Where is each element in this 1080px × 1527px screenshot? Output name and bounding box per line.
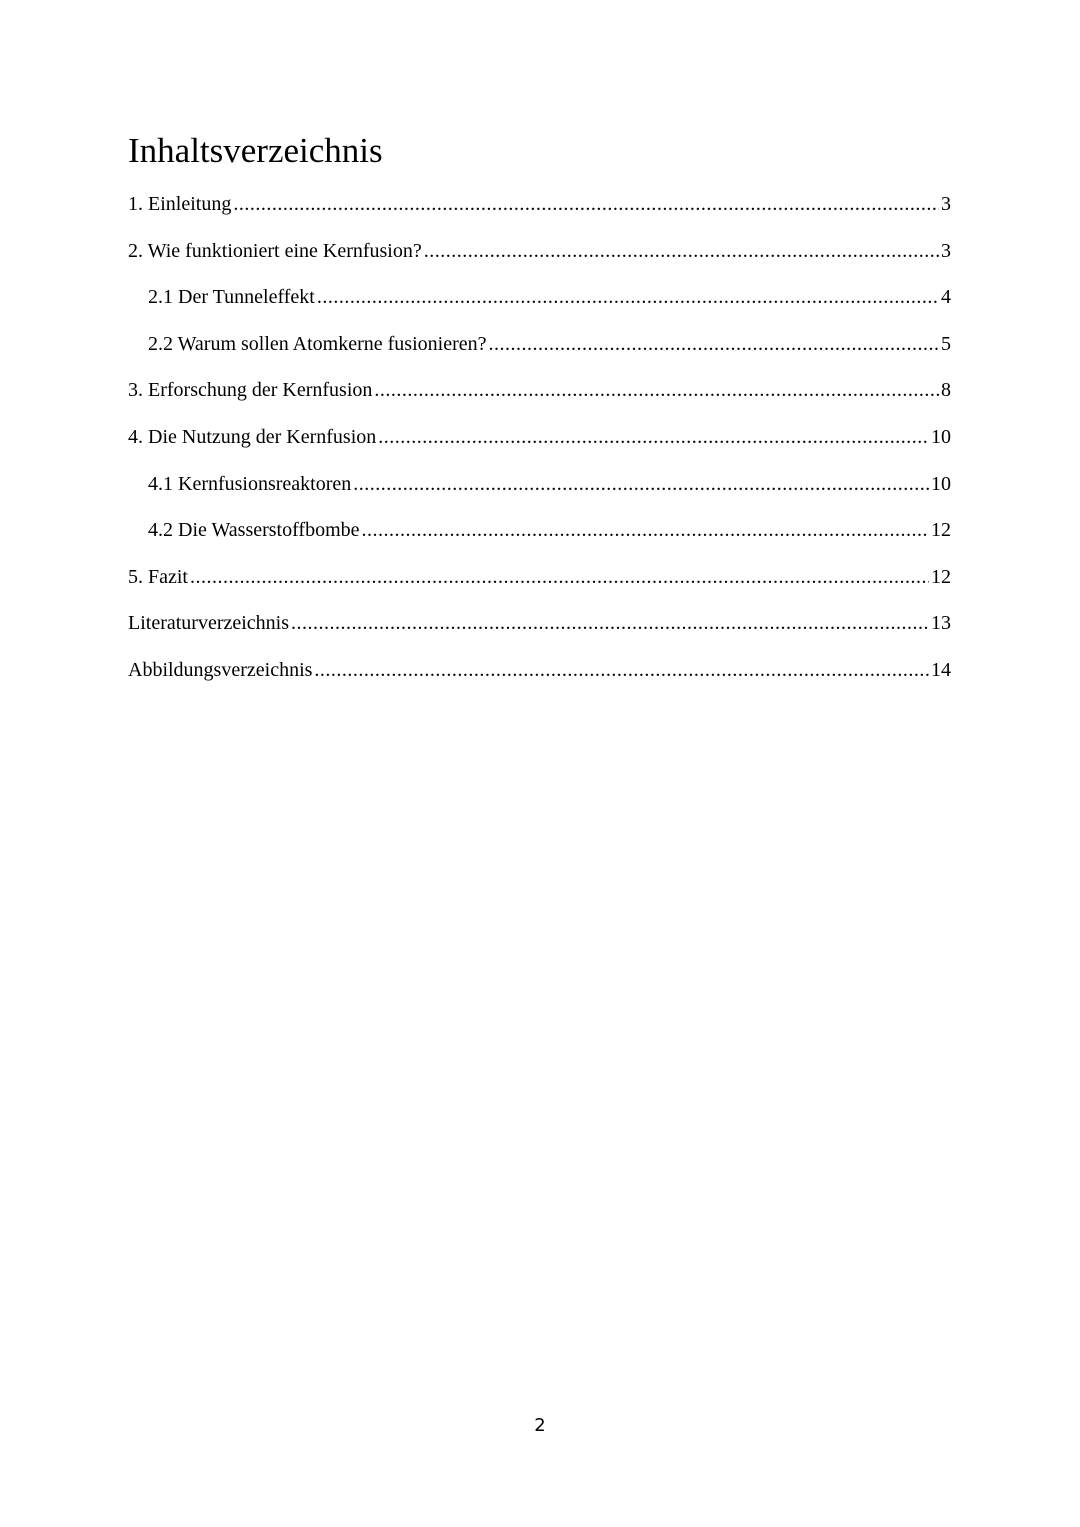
toc-entry-label: Abbildungsverzeichnis — [128, 658, 313, 681]
toc-entry-fazit[interactable] — [128, 563, 951, 610]
toc-dot-leader — [314, 656, 929, 684]
toc-entry-tunneleffekt[interactable] — [128, 283, 951, 330]
toc-dot-leader — [317, 283, 939, 311]
toc-dot-leader — [190, 563, 929, 591]
toc-entry-page: 12 — [931, 565, 951, 588]
toc-entry-page: 4 — [941, 286, 951, 309]
toc-dot-leader — [378, 423, 929, 451]
toc-entry-label: 4.1 Kernfusionsreaktoren — [148, 472, 352, 495]
toc-entry-page: 10 — [931, 425, 951, 448]
toc-entry-page: 13 — [931, 612, 951, 635]
toc-dot-leader — [362, 516, 929, 544]
toc-entry-kernfusionsreaktoren[interactable] — [128, 470, 951, 517]
toc-entry-page: 10 — [931, 472, 951, 495]
toc-entry-page: 3 — [941, 193, 951, 215]
toc-entry-label: 4.2 Die Wasserstoffbombe — [148, 519, 360, 542]
toc-entry-page: 3 — [941, 239, 951, 262]
toc-entry-label: 2. Wie funktioniert eine Kernfusion? — [128, 239, 422, 262]
toc-entry-page: 14 — [931, 658, 951, 681]
toc-dot-leader — [489, 330, 940, 358]
toc-entry-label: 3. Erforschung der Kernfusion — [128, 379, 373, 402]
toc-entry-label: 2.2 Warum sollen Atomkerne fusionieren? — [148, 332, 487, 355]
toc-list — [128, 190, 951, 703]
toc-dot-leader — [424, 237, 939, 265]
toc-entry-label: 5. Fazit — [128, 565, 188, 588]
page-number: 2 — [534, 1415, 546, 1436]
toc-entry-literaturverzeichnis[interactable] — [128, 609, 951, 656]
toc-entry-wasserstoffbombe[interactable] — [128, 516, 951, 563]
toc-dot-leader — [291, 609, 929, 637]
toc-entry-label: 4. Die Nutzung der Kernfusion — [128, 425, 377, 448]
toc-dot-leader — [374, 376, 939, 404]
toc-entry-abbildungsverzeichnis[interactable] — [128, 656, 951, 703]
toc-entry-warum-fusionieren[interactable] — [128, 330, 951, 377]
toc-entry-page: 12 — [931, 519, 951, 542]
toc-entry-wie-funktioniert-kernfusion[interactable] — [128, 237, 951, 284]
toc-dot-leader — [233, 190, 939, 218]
toc-entry-einleitung[interactable] — [128, 190, 951, 237]
toc-title: Inhaltsverzeichnis — [128, 131, 383, 170]
toc-entry-page: 8 — [941, 379, 951, 402]
toc-entry-label: Literaturverzeichnis — [128, 612, 290, 635]
toc-entry-page: 5 — [941, 332, 951, 355]
toc-entry-nutzung[interactable] — [128, 423, 951, 470]
toc-entry-label: 1. Einleitung — [128, 193, 232, 215]
toc-dot-leader — [353, 470, 929, 498]
toc-entry-erforschung[interactable] — [128, 376, 951, 423]
toc-entry-label: 2.1 Der Tunneleffekt — [148, 286, 315, 309]
